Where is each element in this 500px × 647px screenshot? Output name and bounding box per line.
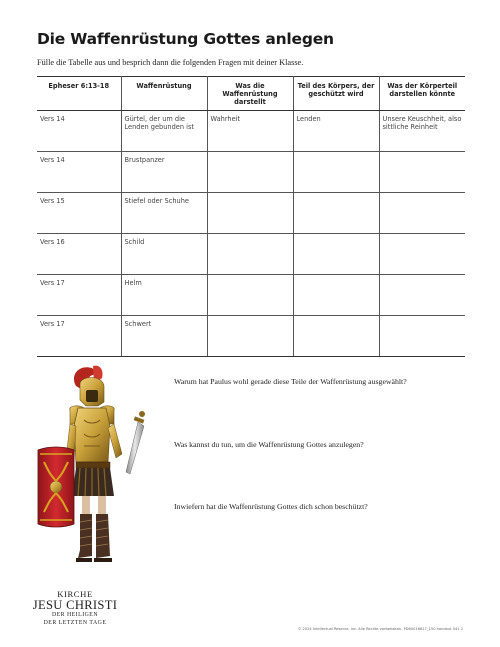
cell-body-part-meaning[interactable] (379, 316, 465, 357)
church-logo (30, 589, 120, 627)
cell-body-part[interactable] (293, 275, 379, 316)
roman-soldier-armor-illustration (30, 362, 155, 564)
cell-verse: Vers 14 (37, 152, 121, 193)
header-represents: Was die Waffenrüstung darstellt (207, 77, 293, 111)
cell-represents[interactable]: Wahrheit (207, 111, 293, 152)
belt (76, 462, 110, 468)
table-row (37, 152, 465, 193)
cell-verse: Vers 15 (37, 193, 121, 234)
cell-body-part[interactable] (293, 152, 379, 193)
cell-armor: Gürtel, der um die Lenden gebunden ist (121, 111, 207, 152)
logo-line-2: JESU CHRISTI (32, 598, 118, 612)
table-row (37, 316, 465, 357)
table-row (37, 234, 465, 275)
logo-line-4: DER LETZTEN TAGE (43, 619, 107, 626)
header-body-part-meaning: Was der Körperteil darstellen könnte (379, 77, 465, 111)
cell-represents[interactable] (207, 152, 293, 193)
cell-verse: Vers 17 (37, 275, 121, 316)
cell-body-part-meaning[interactable] (379, 193, 465, 234)
cell-body-part-meaning[interactable] (379, 275, 465, 316)
cell-body-part-meaning[interactable] (379, 152, 465, 193)
cell-represents[interactable] (207, 316, 293, 357)
cell-verse: Vers 16 (37, 234, 121, 275)
cell-represents[interactable] (207, 275, 293, 316)
cell-armor: Schwert (121, 316, 207, 357)
cell-body-part-meaning[interactable] (379, 234, 465, 275)
cell-verse: Vers 14 (37, 111, 121, 152)
header-armor: Waffenrüstung (121, 77, 207, 111)
cell-armor: Helm (121, 275, 207, 316)
cell-body-part[interactable] (293, 316, 379, 357)
page-title: Die Waffenrüstung Gottes anlegen (37, 30, 334, 48)
sword (126, 422, 144, 474)
cell-body-part[interactable] (293, 193, 379, 234)
armor-table (37, 76, 465, 357)
header-body-part: Teil des Körpers, der geschützt wird (293, 77, 379, 111)
cell-armor: Stiefel oder Schuhe (121, 193, 207, 234)
cell-represents[interactable] (207, 193, 293, 234)
table-row (37, 111, 465, 152)
shield-boss (50, 481, 62, 493)
cell-body-part-meaning[interactable]: Unsere Keuschheit, also sittliche Reinheit (379, 111, 465, 152)
table-header-row (37, 77, 465, 111)
logo-line-1: KIRCHE (57, 589, 93, 599)
breastplate (74, 408, 110, 462)
table-row (37, 193, 465, 234)
logo-line-3: DER HEILIGEN (51, 612, 99, 618)
question-2: Was kannst du tun, um die Waffenrüstung Gottes anzulegen? (174, 440, 364, 449)
question-3: Inwiefern hat die Waffenrüstung Gottes dich schon beschützt? (174, 502, 368, 511)
instructions-text: Fülle die Tabelle aus und besprich dann die folgenden Fragen mit deiner Klasse. (37, 58, 304, 67)
cell-body-part[interactable] (293, 234, 379, 275)
header-scripture: Epheser 6:13-18 (37, 77, 121, 111)
question-1: Warum hat Paulus wohl gerade diese Teile der Waffenrüstung ausgewählt? (174, 377, 407, 386)
table-row (37, 275, 465, 316)
cell-represents[interactable] (207, 234, 293, 275)
cell-verse: Vers 17 (37, 316, 121, 357)
cell-armor: Brustpanzer (121, 152, 207, 193)
cell-body-part[interactable]: Lenden (293, 111, 379, 152)
cell-armor: Schild (121, 234, 207, 275)
copyright-footer: © 2024 Intellectual Reserve, Inc. Alle Rechte vorbehalten. PD60016627_150 handout 041 2 (297, 627, 463, 631)
